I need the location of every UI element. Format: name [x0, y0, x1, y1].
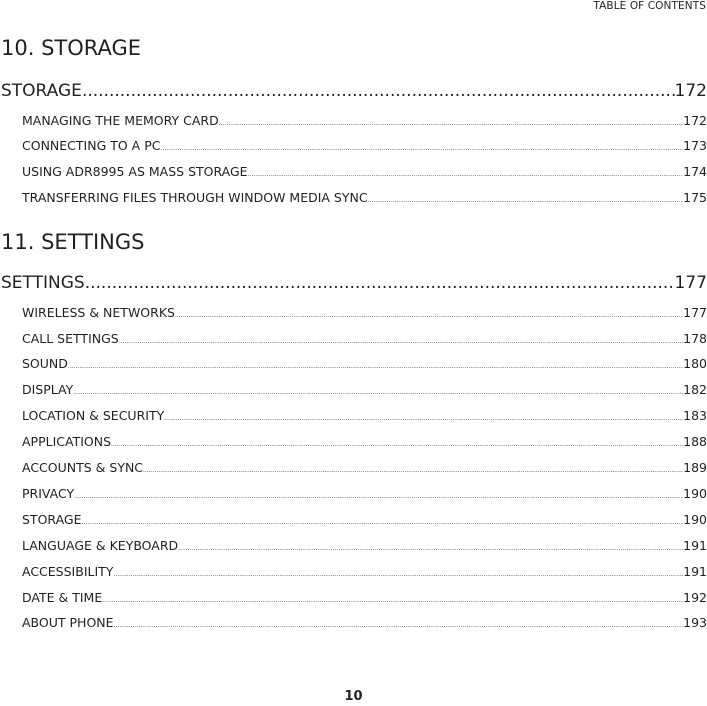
toc-leader [175, 312, 683, 319]
toc-leader [113, 571, 683, 578]
toc-entry-row[interactable] [22, 615, 707, 631]
toc-entry-page: 174 [683, 164, 707, 179]
toc-entry-row[interactable] [22, 356, 707, 372]
toc-entry-row[interactable] [22, 590, 707, 606]
toc-entry-label: DATE & TIME [22, 590, 103, 605]
toc-section-page: 177 [674, 273, 707, 293]
toc-entry-page: 191 [683, 538, 707, 553]
toc-entry-page: 178 [683, 331, 707, 346]
toc-entry-page: 189 [683, 460, 707, 475]
toc-entry-row[interactable] [22, 538, 707, 554]
toc-entry-label: LANGUAGE & KEYBOARD [22, 538, 179, 553]
toc-entry-row[interactable] [22, 113, 707, 129]
toc-entry-row[interactable] [22, 460, 707, 476]
toc-entry-page: 193 [683, 615, 707, 630]
toc-entry-label: CONNECTING TO A PC [22, 138, 161, 153]
toc-leader [119, 338, 683, 345]
toc-entry-label: DISPLAY [22, 382, 74, 397]
toc-section-page: 172 [674, 81, 707, 101]
toc-entry-page: 188 [683, 434, 707, 449]
toc-entry-label: TRANSFERRING FILES THROUGH WINDOW MEDIA SYNC [22, 190, 368, 205]
toc-entry-row[interactable] [22, 331, 707, 347]
toc-entry-page: 173 [683, 138, 707, 153]
toc-entry-label: USING ADR8995 AS MASS STORAGE [22, 164, 248, 179]
toc-leader [368, 197, 684, 204]
toc-leader [160, 145, 683, 152]
running-head: TABLE OF CONTENTS [593, 0, 706, 12]
toc-leader [114, 622, 684, 629]
toc-entry-label: PRIVACY [22, 486, 75, 501]
toc-leader [248, 171, 684, 178]
toc-leader [143, 467, 683, 474]
toc-entry-row[interactable] [22, 486, 707, 502]
toc-entry-label: LOCATION & SECURITY [22, 408, 165, 423]
toc-entry-row[interactable] [22, 190, 707, 206]
toc-leader [219, 120, 683, 127]
toc-entry-page: 175 [683, 190, 707, 205]
toc-entry-label: MANAGING THE MEMORY CARD [22, 113, 219, 128]
toc-entry-label: SOUND [22, 356, 68, 371]
toc-leader [68, 363, 683, 370]
toc-section-label: STORAGE [1, 81, 82, 101]
toc-entry-page: 183 [683, 408, 707, 423]
toc-entry-page: 177 [683, 305, 707, 320]
toc-leader [85, 273, 675, 293]
toc-entry-page: 190 [683, 512, 707, 527]
toc-entry-label: CALL SETTINGS [22, 331, 119, 346]
toc-entry-row[interactable] [22, 305, 707, 321]
toc-entry-page: 190 [683, 486, 707, 501]
toc-entry-label: ACCESSIBILITY [22, 564, 114, 579]
toc-section-label: SETTINGS [1, 273, 85, 293]
toc-entry-page: 192 [683, 590, 707, 605]
toc-leader [82, 81, 675, 101]
toc-leader [164, 415, 683, 422]
toc-entry-label: WIRELESS & NETWORKS [22, 305, 175, 320]
chapter-title: 10. STORAGE [1, 36, 142, 60]
toc-entry-label: ACCOUNTS & SYNC [22, 460, 144, 475]
toc-leader [102, 597, 683, 604]
toc-leader [111, 441, 683, 448]
toc-entry-row[interactable] [22, 382, 707, 398]
toc-entry-page: 191 [683, 564, 707, 579]
toc-entry-page: 182 [683, 382, 707, 397]
toc-leader [73, 389, 683, 396]
toc-entry-row[interactable] [22, 164, 707, 180]
toc-leader [178, 545, 683, 552]
page-number: 10 [344, 689, 363, 704]
toc-entry-row[interactable] [22, 512, 707, 528]
toc-entry-row[interactable] [22, 564, 707, 580]
toc-entry-row[interactable] [22, 434, 707, 450]
toc-entry-page: 180 [683, 356, 707, 371]
toc-leader [74, 493, 683, 500]
toc-entry-row[interactable] [22, 408, 707, 424]
toc-section-row[interactable] [1, 273, 707, 295]
chapter-title: 11. SETTINGS [1, 230, 145, 254]
toc-entry-page: 172 [683, 113, 707, 128]
toc-entry-label: STORAGE [22, 512, 82, 527]
toc-leader [82, 519, 684, 526]
toc-entry-label: APPLICATIONS [22, 434, 112, 449]
toc-entry-row[interactable] [22, 138, 707, 154]
toc-entry-label: ABOUT PHONE [22, 615, 114, 630]
toc-section-row[interactable] [1, 81, 707, 103]
